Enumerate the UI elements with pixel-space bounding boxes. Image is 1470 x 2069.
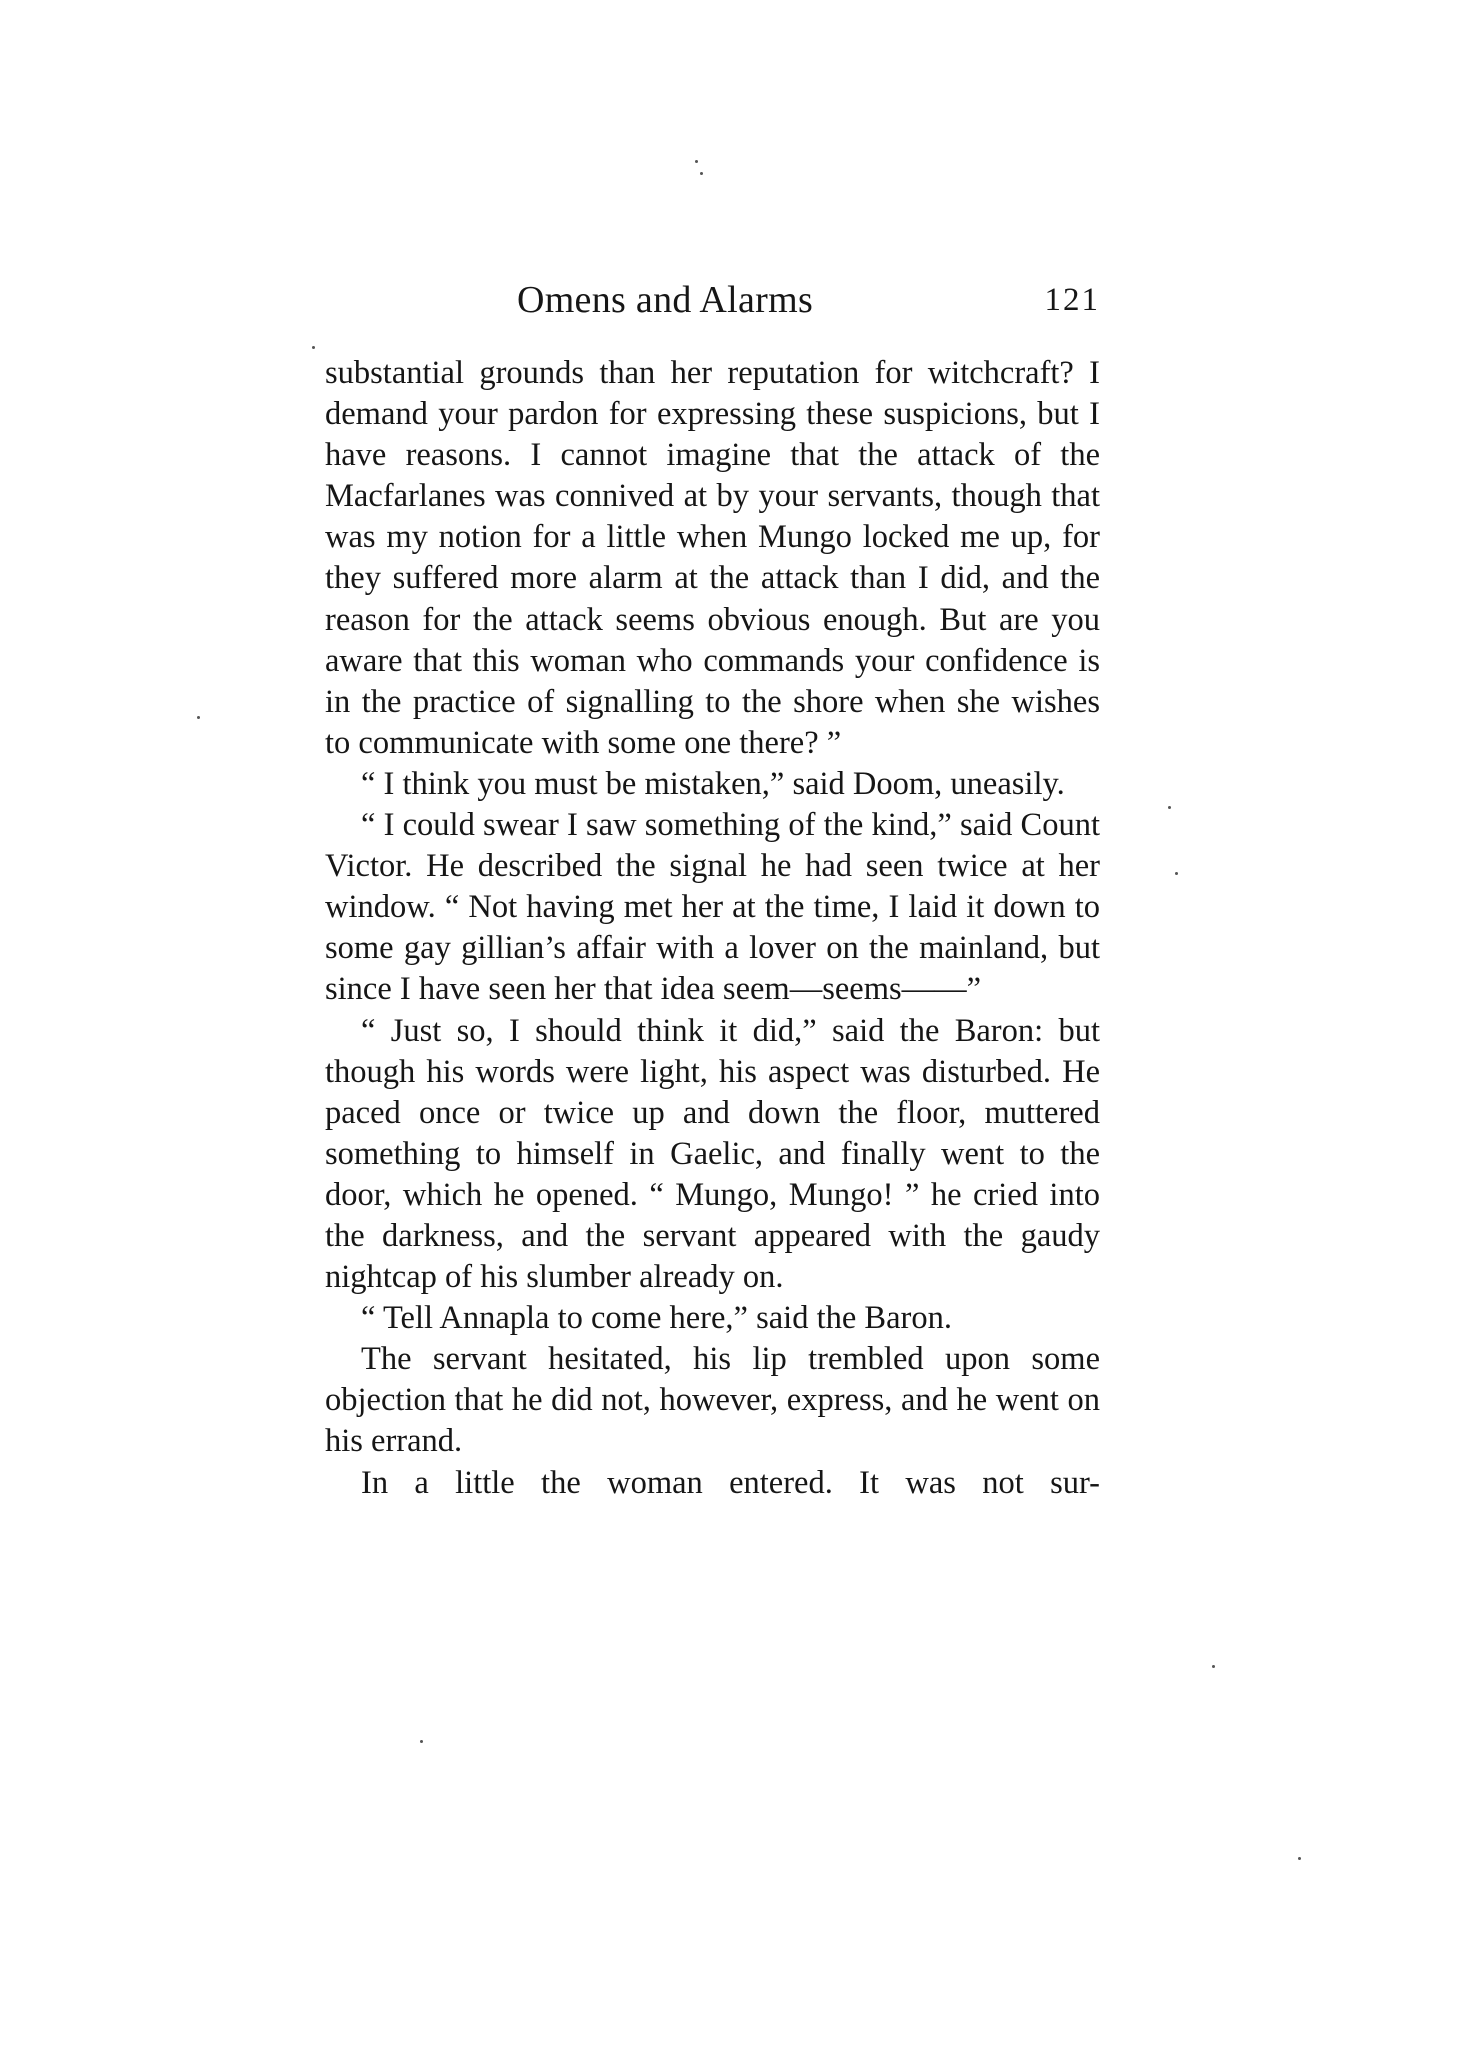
paragraph-3: “ I could swear I saw something of the kind,” said Count Victor. He described the signal he had seen twice at her window. “ Not having met her at the time, I laid it down to some gay gillian’s affair with a lover on the mainland, but since I have seen her that idea seem—seems——” (325, 807, 1100, 1008)
scan-speck (700, 172, 703, 175)
scan-speck (695, 160, 698, 163)
scan-speck (1175, 872, 1178, 875)
scan-speck (197, 716, 200, 719)
paragraph-6: The servant hesitated, his lip trembled upon some objection that he did not, however, express, and he went on his errand. (325, 1341, 1100, 1460)
scan-speck (420, 1740, 423, 1743)
paragraph-2: “ I think you must be mistaken,” said Doom, uneasily. (361, 765, 1065, 802)
scan-speck (1298, 1857, 1301, 1860)
body-text (325, 353, 1100, 1504)
scan-speck (1212, 1665, 1215, 1668)
paragraph-7: In a little the woman entered. It was not sur- (361, 1464, 1100, 1501)
scan-speck (312, 346, 315, 349)
chapter-title: Omens and Alarms (516, 279, 814, 321)
paragraph-1: substantial grounds than her reputation for witchcraft? I demand your pardon for expressing these suspicions, but I have reasons. I cannot imagine that the attack of the Macfarlanes was connived at by your servants, though that was my notion for a little when Mungo locked me up, for they suffered more alarm at the attack than I did, and the reason for the attack seems obvious enough. But are you aware that this woman who commands your confidence is in the practice of signalling to the shore when she wishes to communicate with some one there? ” (325, 355, 1100, 761)
scan-speck (1168, 806, 1171, 809)
running-head (325, 270, 1100, 330)
paragraph-5: “ Tell Annapla to come here,” said the Baron. (361, 1300, 952, 1337)
paragraph-4: “ Just so, I should think it did,” said the Baron: but though his words were light, his aspect was disturbed. He paced once or twice up and down the floor, muttered something to himself in Gaelic, and finally went to the door, which he opened. “ Mungo, Mungo! ” he cried into the darkness, and the servant appeared with the gaudy nightcap of his slumber already on. (325, 1012, 1100, 1296)
page-number: 121 (1044, 282, 1100, 318)
